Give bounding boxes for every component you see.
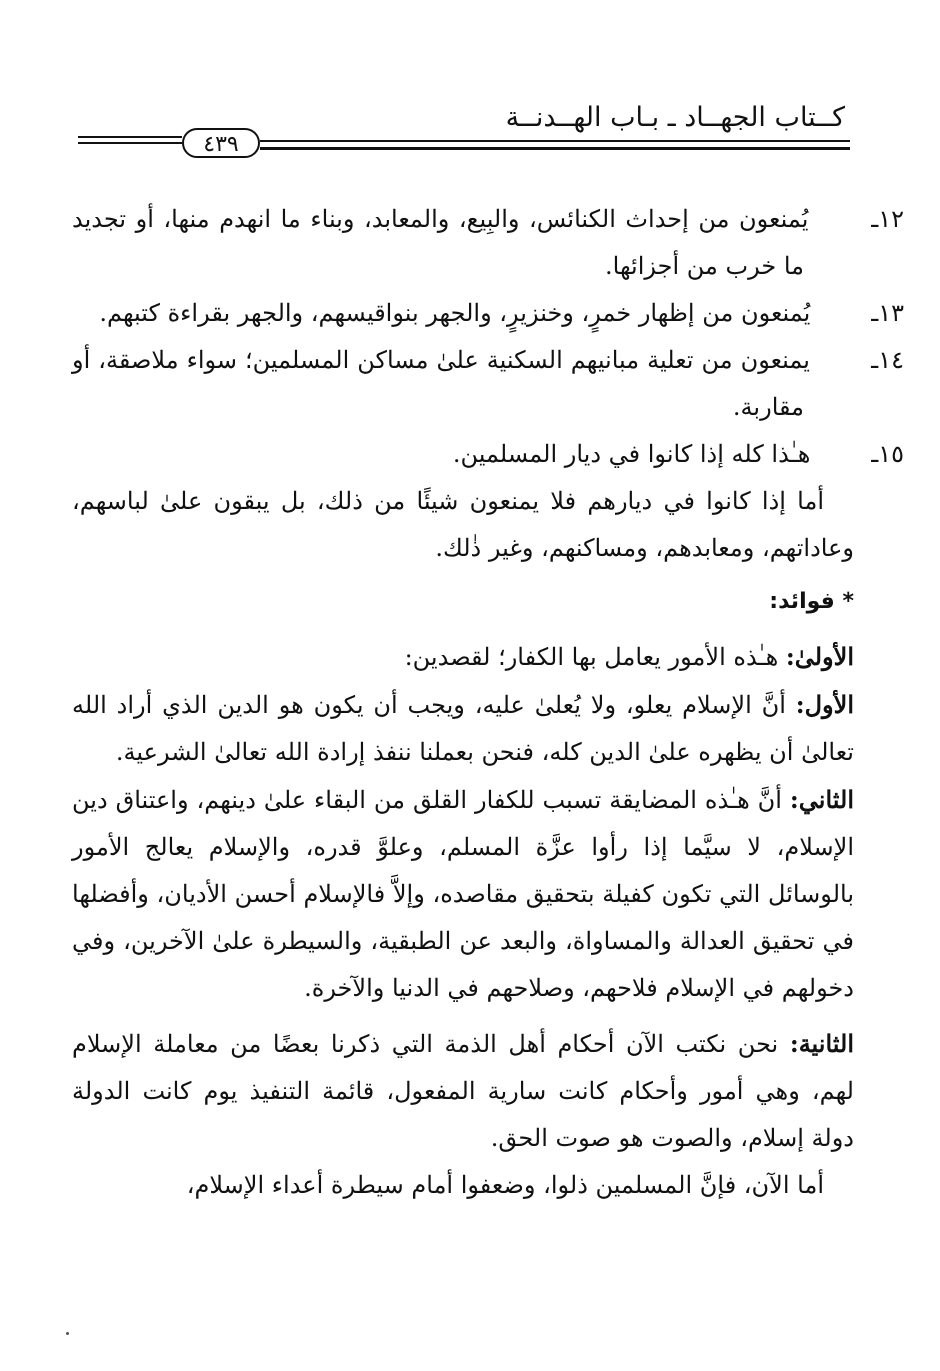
benefit-label: الثانية:	[789, 1029, 855, 1058]
benefit-text: نحن نكتب الآن أحكام أهل الذمة التي ذكرنا بعضًا من معاملة الإسلام لهم، وهي أمور وأحكام كانت سارية المفعول، قائمة التنفيذ يوم كانت الدولة دولة إسلام، والصوت هو صوت الحق.	[72, 1030, 854, 1152]
benefits-heading	[72, 578, 854, 625]
benefit-second	[72, 1020, 854, 1162]
main-text	[72, 196, 904, 1209]
benefit-text: هـٰذه الأمور يعامل بها الكفار؛ لقصدين:	[404, 643, 779, 671]
page-number-badge	[182, 128, 260, 158]
header-rule-bottom-left	[78, 142, 182, 144]
reason-text: أنَّ هـٰذه المضايقة تسبب للكفار القلق من البقاء علىٰ دينهم، واعتناق دين الإسلام، لا سيَّما إذا رأوا عزَّة المسلم، وعلوَّ قدره، والإسلام يعالج الأمور بالوسائل التي تكون كفيلة بتحقيق مقاصده، وإلاَّ فالإسلام أحسن الأديان، وأفضلها في تحقيق العدالة والمساواة، والبعد عن الطبقية، والسيطرة علىٰ الآخرين، وفي دخولهم في الإسلام فلاحهم، وصلاحهم في الدنيا والآخرة.	[72, 786, 854, 1002]
header-rule-top-right	[260, 140, 850, 142]
closing-paragraph: أما إذا كانوا في ديارهم فلا يمنعون شيئًا من ذلك، بل يبقون علىٰ لباسهم، وعاداتهم، ومعابدهم، ومساكنهم، وغير ذٰلك.	[72, 487, 854, 562]
item-number: ١٣ـ	[871, 299, 904, 327]
reason-second	[72, 776, 854, 1012]
list-item	[72, 290, 904, 337]
item-text: يمنعون من تعلية مبانيهم السكنية علىٰ مساكن المسلمين؛ سواء ملاصقة، أو مقاربة.	[72, 346, 810, 421]
item-text: هـٰذا كله إذا كانوا في ديار المسلمين.	[452, 440, 811, 468]
heading-text: فوائد:	[769, 589, 835, 614]
item-number: ١٤ـ	[871, 346, 904, 374]
item-text: يُمنعون من إحداث الكنائس، والبِيع، والمعابد، وبناء ما انهدم منها، أو تجديد ما خرب من أجزائها.	[72, 205, 809, 280]
item-number: ١٥ـ	[871, 440, 904, 468]
item-text: يُمنعون من إظهار خمرٍ، وخنزيرٍ، والجهر بنواقيسهم، والجهر بقراءة كتبهم.	[99, 299, 811, 327]
benefit-first	[72, 633, 854, 681]
header-rule-bottom-right	[260, 147, 850, 150]
running-title: كــتاب الجهــاد ـ بـاب الهــدنــة	[505, 102, 845, 133]
benefit-label: الأولىٰ:	[785, 642, 854, 671]
heading-star: *	[842, 589, 854, 614]
page-speck	[66, 1332, 69, 1335]
reason-label: الأول:	[795, 690, 854, 719]
final-line: أما الآن، فإنَّ المسلمين ذلوا، وضعفوا أمام سيطرة أعداء الإسلام،	[186, 1171, 824, 1199]
list-item	[72, 431, 904, 478]
item-number: ١٢ـ	[871, 205, 904, 233]
reason-first	[72, 681, 854, 776]
list-item	[72, 337, 904, 431]
list-item	[72, 196, 904, 290]
reason-text: أنَّ الإسلام يعلو، ولا يُعلىٰ عليه، ويجب أن يكون هو الدين الذي أراد الله تعالىٰ أن يظهره علىٰ الدين كله، فنحن بعملنا ننفذ إرادة الله تعالىٰ الشرعية.	[72, 691, 854, 766]
page-number: ٤٣٩	[203, 132, 239, 157]
reason-label: الثاني:	[789, 785, 854, 814]
header-rule-top-left	[78, 136, 182, 138]
